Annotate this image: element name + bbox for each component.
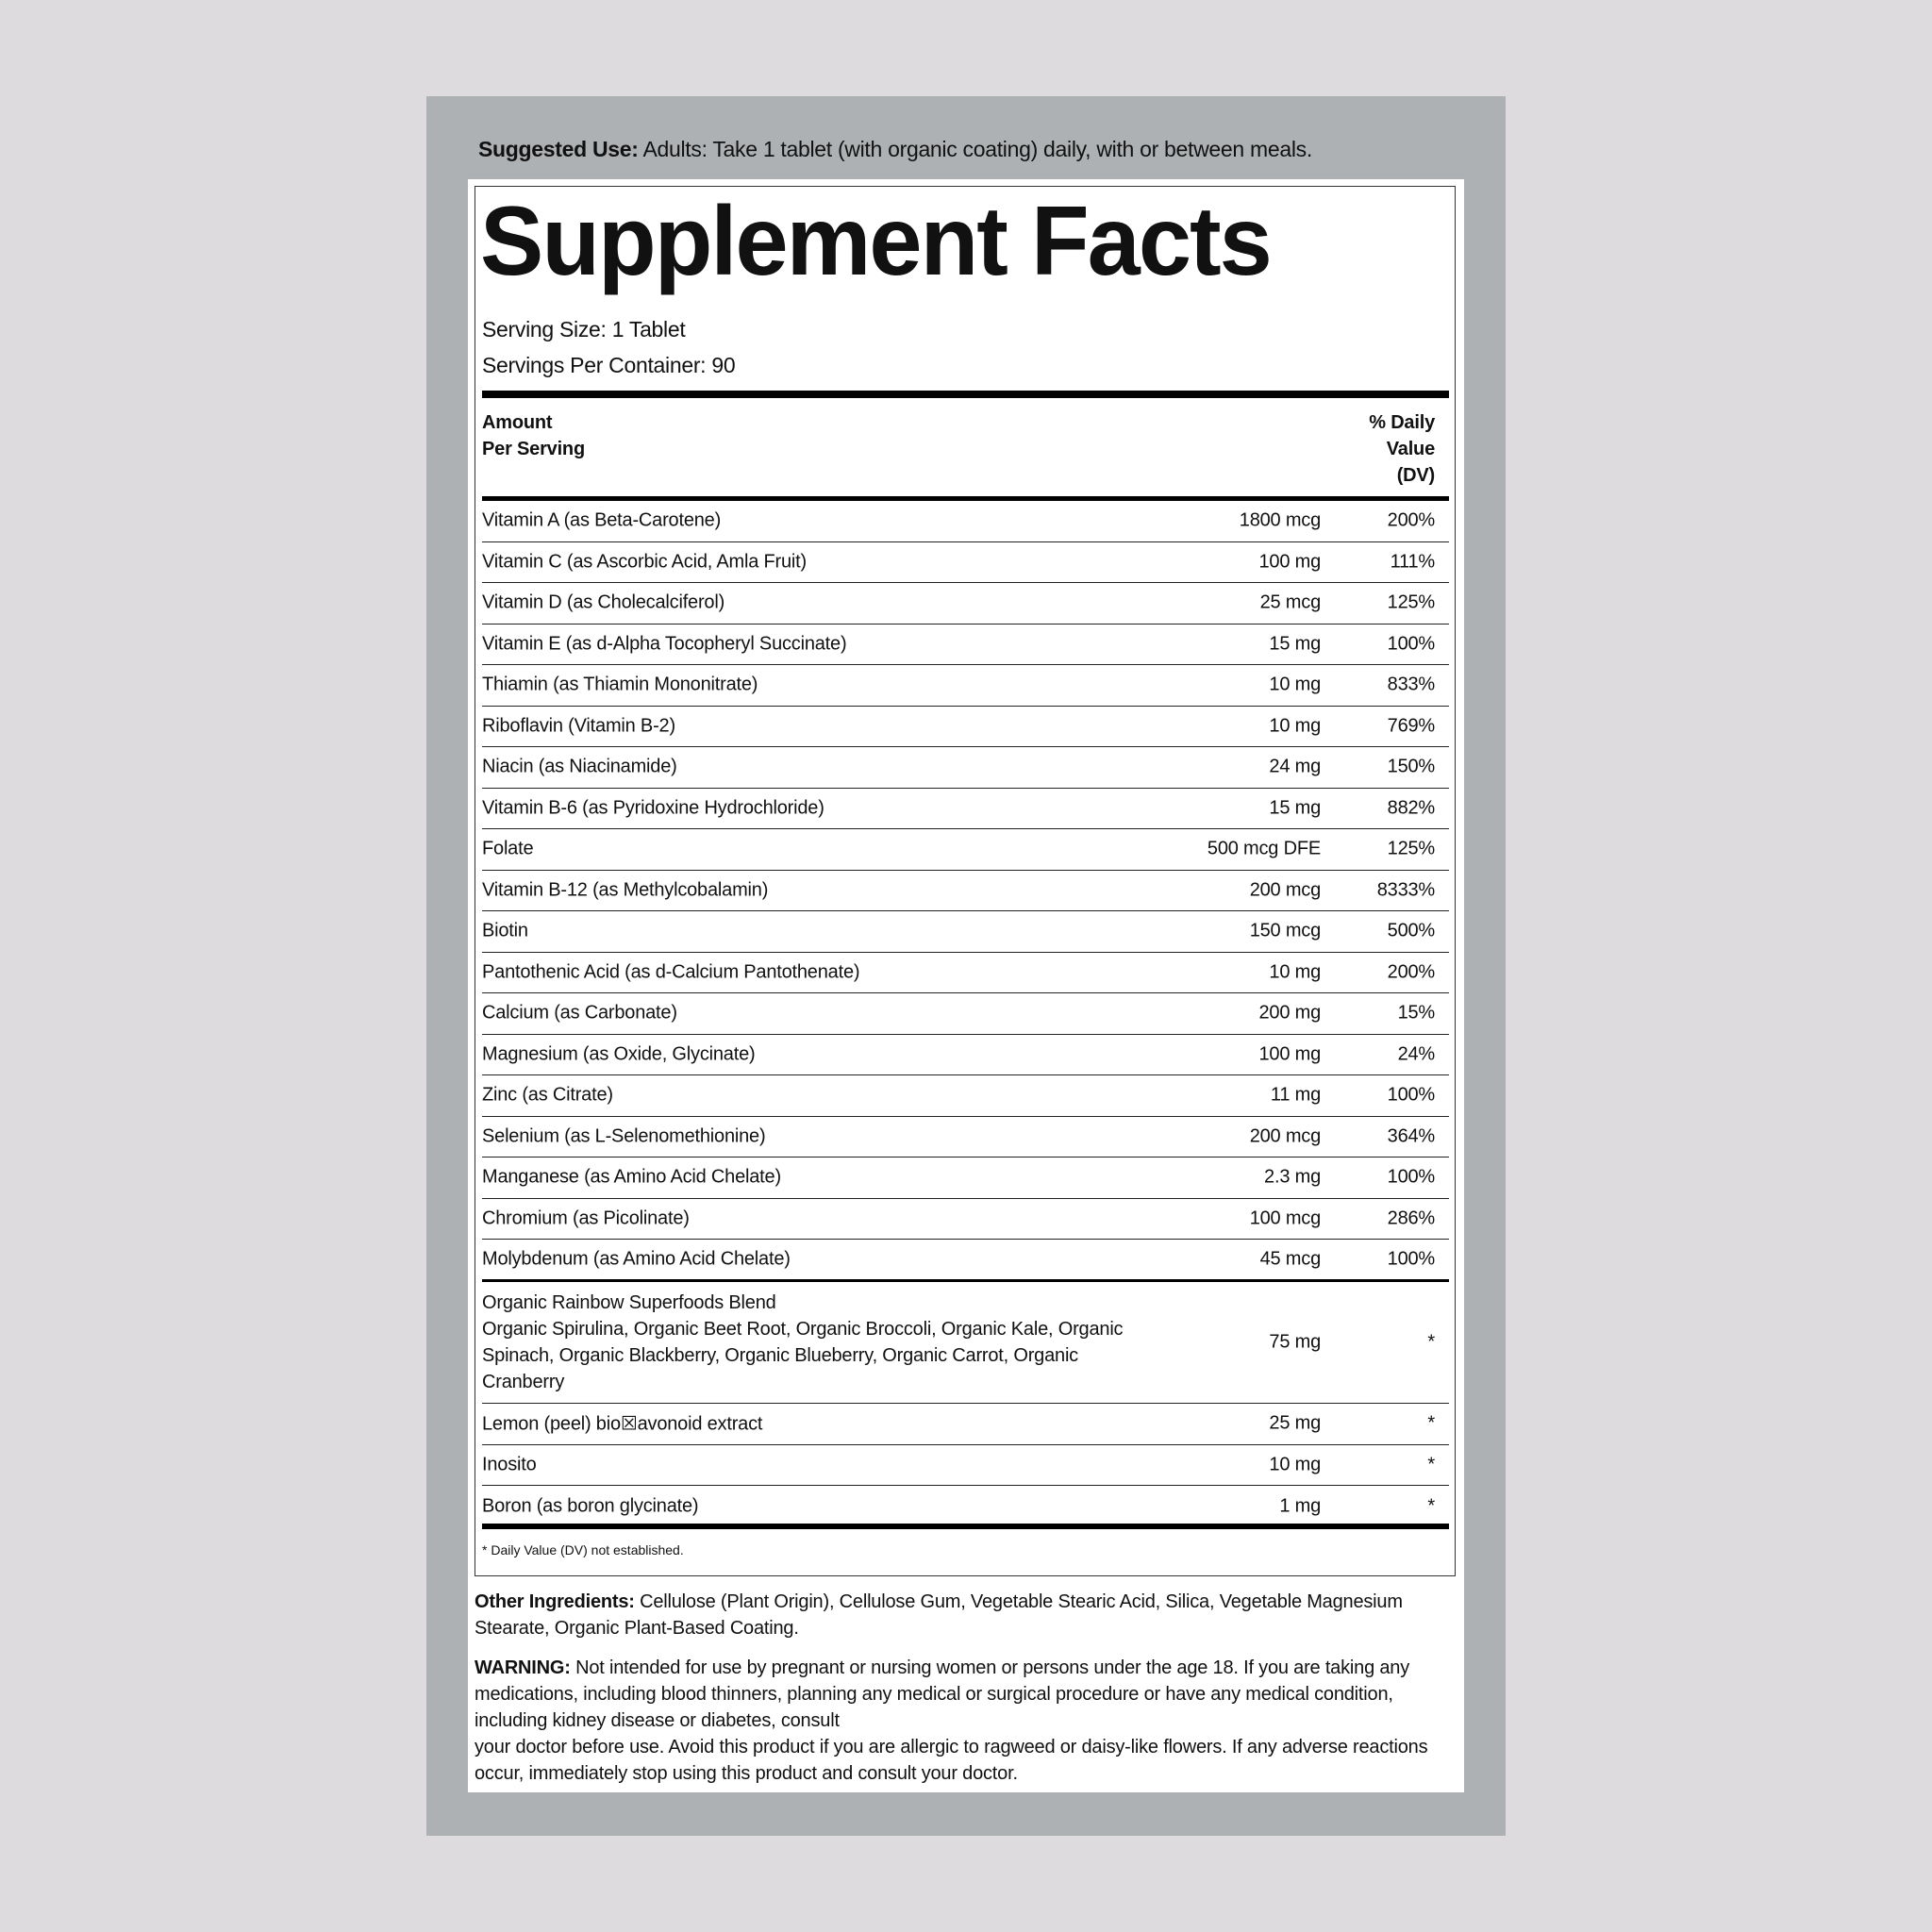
table-row (482, 1486, 1449, 1527)
nutrient-name: Biotin (482, 920, 528, 941)
dv-header-line2: Value (1386, 439, 1435, 459)
nutrient-name: Vitamin E (as d-Alpha Tocopheryl Succinate) (482, 633, 847, 655)
nutrient-dv: 100% (1387, 633, 1435, 655)
nutrient-amount: 150 mcg (1249, 920, 1321, 941)
nutrient-amount: 25 mcg (1259, 591, 1321, 613)
amount-per-serving-header (482, 409, 585, 462)
table-row (482, 747, 1449, 789)
warning (475, 1655, 1465, 1787)
nutrient-amount: 10 mg (1269, 961, 1321, 983)
nutrient-name: Molybdenum (as Amino Acid Chelate) (482, 1248, 791, 1270)
table-row (482, 871, 1449, 912)
bottom-thick-divider (482, 1524, 1449, 1529)
suggested-use (478, 132, 1312, 166)
blend-name (482, 1290, 1124, 1395)
table-row (482, 911, 1449, 953)
nutrient-name: Selenium (as L-Selenomethionine) (482, 1125, 766, 1147)
dv-footnote: * Daily Value (DV) not established. (482, 1542, 684, 1557)
nutrient-amount: 200 mcg (1249, 879, 1321, 901)
nutrient-name: Vitamin B-6 (as Pyridoxine Hydrochloride) (482, 797, 824, 819)
blend-title: Organic Rainbow Superfoods Blend (482, 1292, 776, 1313)
nutrient-name: Riboflavin (Vitamin B-2) (482, 715, 675, 737)
table-row (482, 789, 1449, 830)
warning-text-part1: Not intended for use by pregnant or nursing women or persons under the age 18. If you are taking any medications, including blood thinners, planning any medical or surgical procedure or have any medical condition, including kidney disease or diabetes, consult (475, 1657, 1409, 1731)
blend-amount: 75 mg (1269, 1331, 1321, 1353)
nutrient-dv: * (1427, 1454, 1435, 1475)
nutrient-amount: 1800 mcg (1239, 509, 1321, 531)
table-row (482, 993, 1449, 1035)
nutrient-dv: 833% (1387, 674, 1435, 695)
table-row (482, 707, 1449, 748)
nutrient-name: Thiamin (as Thiamin Mononitrate) (482, 674, 758, 695)
nutrient-amount: 24 mg (1269, 756, 1321, 777)
nutrient-dv: 8333% (1376, 879, 1435, 901)
nutrient-amount: 500 mcg DFE (1207, 838, 1321, 859)
nutrient-amount: 100 mcg (1249, 1208, 1321, 1229)
nutrient-dv: 200% (1387, 509, 1435, 531)
table-row (482, 1117, 1449, 1158)
other-ingredients (475, 1589, 1465, 1641)
nutrient-name: Vitamin C (as Ascorbic Acid, Amla Fruit) (482, 551, 807, 573)
thick-divider (482, 391, 1449, 398)
nutrient-dv: 100% (1387, 1248, 1435, 1270)
nutrient-amount: 15 mg (1269, 633, 1321, 655)
table-row (482, 1035, 1449, 1076)
dv-header-line3: (DV) (1396, 465, 1435, 486)
table-row (482, 542, 1449, 584)
nutrient-name: Lemon (peel) bio☒avonoid extract (482, 1413, 763, 1435)
table-row (482, 583, 1449, 625)
table-row (482, 665, 1449, 707)
nutrient-dv: 100% (1387, 1084, 1435, 1106)
nutrient-name: Vitamin A (as Beta-Carotene) (482, 509, 722, 531)
nutrient-dv: 24% (1397, 1043, 1435, 1065)
nutrient-name: Zinc (as Citrate) (482, 1084, 613, 1106)
blend-dv: * (1427, 1331, 1435, 1353)
warning-text-part2: your doctor before use. Avoid this product if you are allergic to ragweed or daisy-like flowers. If any adverse reactions occur, immediately stop using this product and consult your doctor. (475, 1737, 1428, 1784)
nutrient-name: Manganese (as Amino Acid Chelate) (482, 1166, 781, 1188)
nutrient-dv: 150% (1387, 756, 1435, 777)
nutrient-amount: 2.3 mg (1264, 1166, 1321, 1188)
table-row (482, 829, 1449, 871)
blend-row (482, 1282, 1449, 1404)
nutrient-name: Magnesium (as Oxide, Glycinate) (482, 1043, 756, 1065)
nutrient-dv: 100% (1387, 1166, 1435, 1188)
nutrient-amount: 10 mg (1269, 674, 1321, 695)
nutrient-amount: 100 mg (1258, 1043, 1321, 1065)
nutrient-dv: 364% (1387, 1125, 1435, 1147)
nutrient-dv: 15% (1397, 1002, 1435, 1024)
nutrient-dv: 125% (1387, 838, 1435, 859)
nutrient-name: Folate (482, 838, 534, 859)
nutrient-amount: 15 mg (1269, 797, 1321, 819)
serving-size: Serving Size: 1 Tablet (482, 317, 686, 341)
nutrient-amount: 1 mg (1279, 1495, 1321, 1517)
table-row (482, 501, 1449, 542)
suggested-use-text: Adults: Take 1 tablet (with organic coating) daily, with or between meals. (642, 137, 1312, 161)
amount-header-line2: Per Serving (482, 439, 585, 459)
nutrient-name: Pantothenic Acid (as d-Calcium Pantothenate) (482, 961, 860, 983)
table-row (482, 1240, 1449, 1282)
table-row (482, 1445, 1449, 1487)
nutrient-name: Boron (as boron glycinate) (482, 1495, 699, 1517)
nutrient-amount: 200 mcg (1249, 1125, 1321, 1147)
nutrient-dv: 286% (1387, 1208, 1435, 1229)
amount-header-line1: Amount (482, 412, 553, 433)
nutrient-name: Calcium (as Carbonate) (482, 1002, 677, 1024)
table-row (482, 1199, 1449, 1241)
suggested-use-label: Suggested Use: (478, 137, 639, 161)
nutrient-dv: 500% (1387, 920, 1435, 941)
nutrient-name: Inosito (482, 1454, 537, 1475)
nutrient-amount: 45 mcg (1259, 1248, 1321, 1270)
table-row (482, 625, 1449, 666)
daily-value-header (1340, 409, 1435, 489)
other-ingredients-label: Other Ingredients: (475, 1591, 635, 1612)
nutrient-dv: 111% (1390, 551, 1435, 573)
nutrient-amount: 10 mg (1269, 1454, 1321, 1475)
nutrient-dv: * (1427, 1495, 1435, 1517)
nutrient-dv: 882% (1387, 797, 1435, 819)
dv-header-line1: % Daily (1369, 412, 1435, 433)
table-row (482, 953, 1449, 994)
nutrient-amount: 25 mg (1269, 1412, 1321, 1434)
nutrient-dv: 769% (1387, 715, 1435, 737)
other-ingredients-text: Cellulose (Plant Origin), Cellulose Gum, Vegetable Stearic Acid, Silica, Vegetable Magnesium Stearate, Organic Plant-Based Coating. (475, 1591, 1403, 1639)
nutrient-table (482, 501, 1449, 1527)
nutrient-dv: 125% (1387, 591, 1435, 613)
blend-ingredients: Organic Spirulina, Organic Beet Root, Organic Broccoli, Organic Kale, Organic Spinach, Organic Blackberry, Organic Blueberry, Organic Carrot, Organic Cranberry (482, 1319, 1124, 1392)
nutrient-amount: 10 mg (1269, 715, 1321, 737)
servings-per-container: Servings Per Container: 90 (482, 353, 736, 377)
nutrient-name: Vitamin B-12 (as Methylcobalamin) (482, 879, 769, 901)
table-row (482, 1075, 1449, 1117)
supplement-facts-title: Supplement Facts (480, 187, 1271, 296)
nutrient-name: Vitamin D (as Cholecalciferol) (482, 591, 725, 613)
nutrient-amount: 100 mg (1258, 551, 1321, 573)
warning-label: WARNING: (475, 1657, 571, 1678)
nutrient-name: Chromium (as Picolinate) (482, 1208, 690, 1229)
table-row (482, 1158, 1449, 1199)
table-row (482, 1404, 1449, 1445)
nutrient-name: Niacin (as Niacinamide) (482, 756, 677, 777)
nutrient-amount: 200 mg (1258, 1002, 1321, 1024)
nutrient-amount: 11 mg (1270, 1084, 1321, 1106)
nutrient-dv: * (1427, 1412, 1435, 1434)
nutrient-dv: 200% (1387, 961, 1435, 983)
